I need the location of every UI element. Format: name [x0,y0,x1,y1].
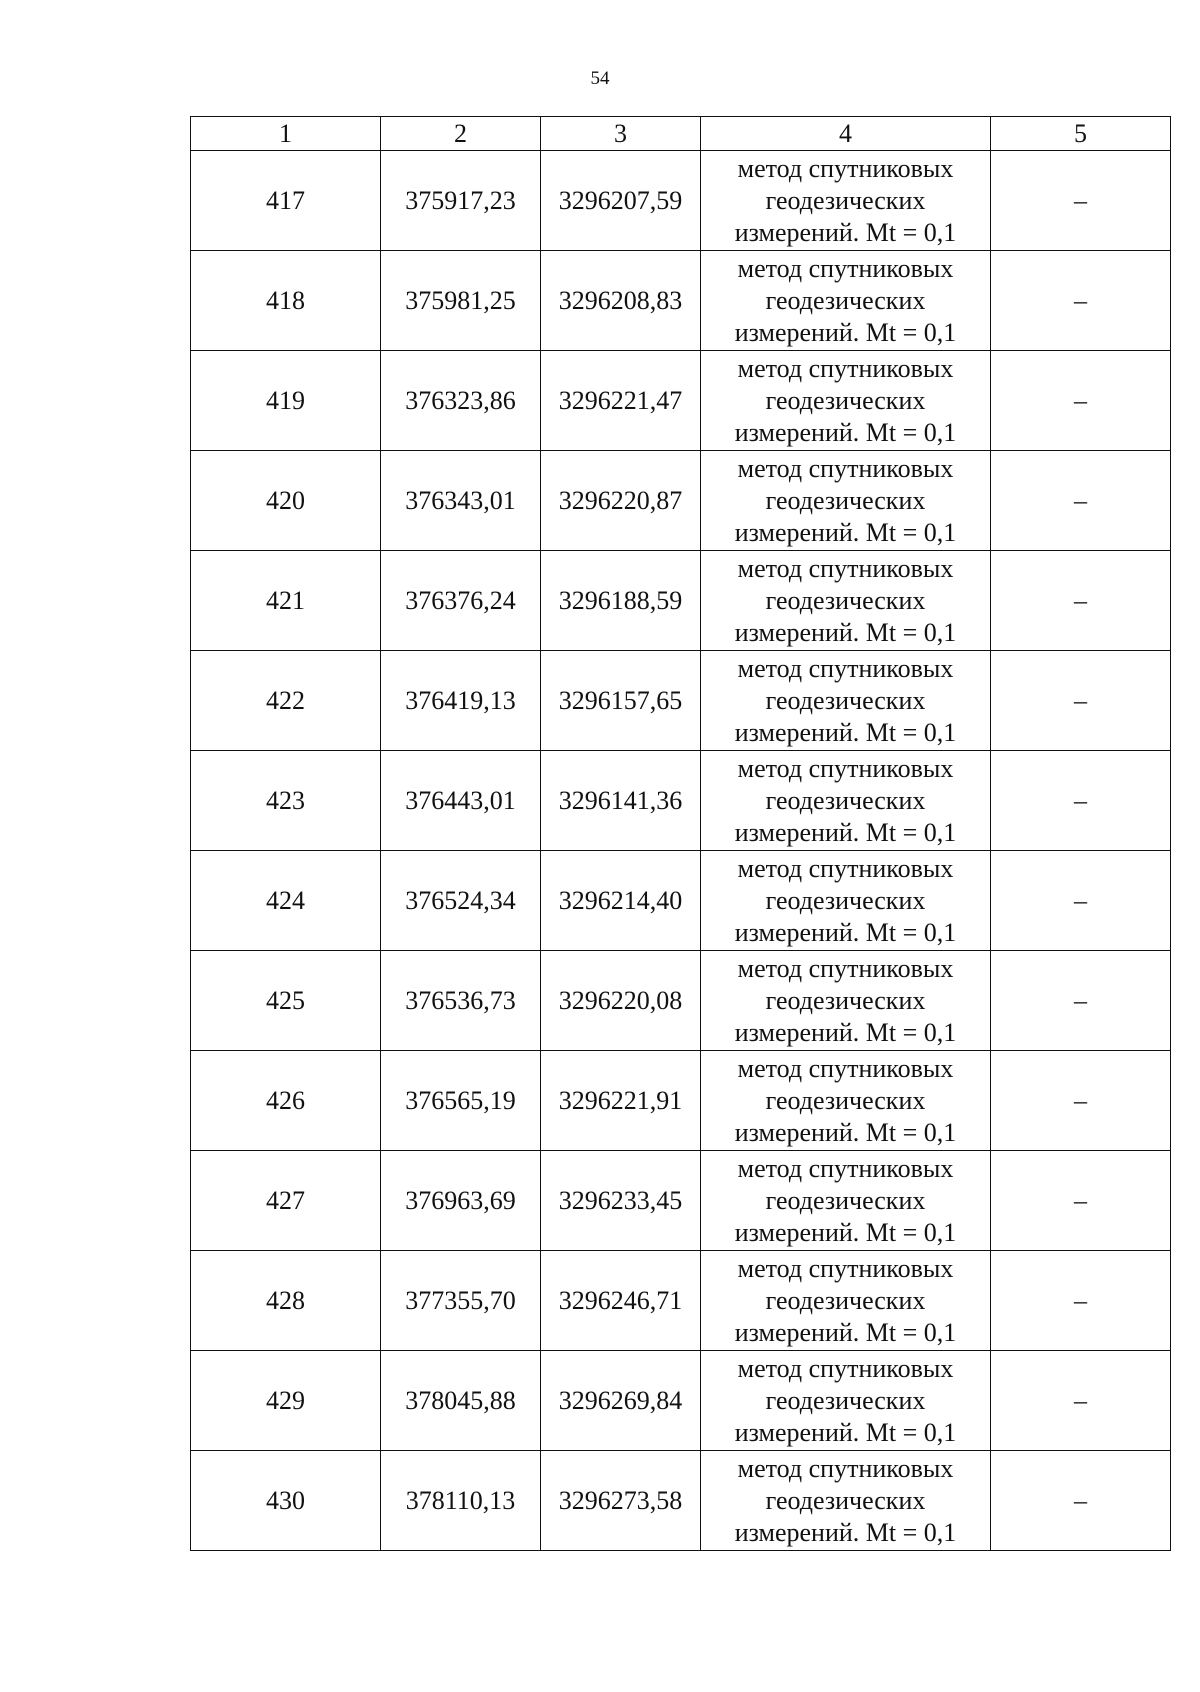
note-cell: – [991,1351,1171,1451]
note-cell: – [991,851,1171,951]
method-cell [701,151,991,251]
method-text-line: метод спутниковых [737,753,954,783]
method-text-line: геодезических [765,1485,926,1515]
note-cell: – [991,651,1171,751]
method-text-line: геодезических [765,1085,926,1115]
y-coordinate-cell: 3296233,45 [541,1151,701,1251]
method-cell [701,1151,991,1251]
method-text-line: измерений. Mt = 0,1 [734,517,957,547]
method-text-line: измерений. Mt = 0,1 [734,817,957,847]
note-cell: – [991,1451,1171,1551]
method-text-line: геодезических [765,1185,926,1215]
y-coordinate-cell: 3296207,59 [541,151,701,251]
table-row [191,1151,1171,1251]
table-row [191,151,1171,251]
method-text-line: измерений. Mt = 0,1 [734,617,957,647]
y-coordinate-cell: 3296208,83 [541,251,701,351]
x-coordinate-cell: 376524,34 [381,851,541,951]
method-text-line: метод спутниковых [737,453,954,483]
x-coordinate-cell: 376323,86 [381,351,541,451]
method-cell [701,1251,991,1351]
method-text-line: измерений. Mt = 0,1 [734,1117,957,1147]
point-number-cell: 419 [191,351,381,451]
method-cell [701,1351,991,1451]
y-coordinate-cell: 3296221,47 [541,351,701,451]
method-cell [701,551,991,651]
table-row [191,751,1171,851]
y-coordinate-cell: 3296220,87 [541,451,701,551]
x-coordinate-cell: 378045,88 [381,1351,541,1451]
method-text-line: геодезических [765,785,926,815]
point-number-cell: 429 [191,1351,381,1451]
method-text-line: метод спутниковых [737,1253,954,1283]
x-coordinate-cell: 376963,69 [381,1151,541,1251]
page-number: 54 [590,68,610,89]
x-coordinate-cell: 378110,13 [381,1451,541,1551]
method-text-line: метод спутниковых [737,553,954,583]
method-text-line: измерений. Mt = 0,1 [734,217,957,247]
method-text-line: геодезических [765,585,926,615]
method-text-line: геодезических [765,1285,926,1315]
table-row [191,1251,1171,1351]
x-coordinate-cell: 376376,24 [381,551,541,651]
method-text-line: геодезических [765,685,926,715]
method-text-line: измерений. Mt = 0,1 [734,917,957,947]
y-coordinate-cell: 3296188,59 [541,551,701,651]
point-number-cell: 422 [191,651,381,751]
method-text-line: измерений. Mt = 0,1 [734,717,957,747]
method-text-line: метод спутниковых [737,1153,954,1183]
point-number-cell: 427 [191,1151,381,1251]
note-cell: – [991,1251,1171,1351]
method-text-line: метод спутниковых [737,853,954,883]
method-text-line: метод спутниковых [737,253,954,283]
point-number-cell: 428 [191,1251,381,1351]
method-cell [701,651,991,751]
method-text-line: метод спутниковых [737,353,954,383]
table-row [191,951,1171,1051]
x-coordinate-cell: 375917,23 [381,151,541,251]
table-header-row [191,117,1171,151]
point-number-cell: 424 [191,851,381,951]
table-row [191,1351,1171,1451]
method-text-line: измерений. Mt = 0,1 [734,317,957,347]
table-row [191,351,1171,451]
table-row [191,451,1171,551]
y-coordinate-cell: 3296220,08 [541,951,701,1051]
method-cell [701,851,991,951]
method-cell [701,251,991,351]
method-text-line: измерений. Mt = 0,1 [734,1317,957,1347]
y-coordinate-cell: 3296221,91 [541,1051,701,1151]
x-coordinate-cell: 376419,13 [381,651,541,751]
point-number-cell: 421 [191,551,381,651]
table-row [191,851,1171,951]
method-text-line: геодезических [765,885,926,915]
y-coordinate-cell: 3296246,71 [541,1251,701,1351]
header-col-4: 4 [701,117,991,151]
y-coordinate-cell: 3296214,40 [541,851,701,951]
method-text-line: измерений. Mt = 0,1 [734,417,957,447]
method-text-line: геодезических [765,1385,926,1415]
method-text-line: метод спутниковых [737,953,954,983]
x-coordinate-cell: 375981,25 [381,251,541,351]
note-cell: – [991,151,1171,251]
point-number-cell: 425 [191,951,381,1051]
point-number-cell: 426 [191,1051,381,1151]
table-body [191,151,1171,1551]
method-text-line: метод спутниковых [737,1453,954,1483]
method-text-line: метод спутниковых [737,153,954,183]
method-text-line: метод спутниковых [737,1053,954,1083]
header-col-3: 3 [541,117,701,151]
method-text-line: измерений. Mt = 0,1 [734,1217,957,1247]
y-coordinate-cell: 3296141,36 [541,751,701,851]
y-coordinate-cell: 3296157,65 [541,651,701,751]
method-cell [701,951,991,1051]
point-number-cell: 418 [191,251,381,351]
header-col-1: 1 [191,117,381,151]
method-text-line: геодезических [765,385,926,415]
y-coordinate-cell: 3296269,84 [541,1351,701,1451]
header-col-5: 5 [991,117,1171,151]
table-row [191,1051,1171,1151]
method-text-line: геодезических [765,285,926,315]
note-cell: – [991,551,1171,651]
table-row [191,1451,1171,1551]
note-cell: – [991,751,1171,851]
method-cell [701,351,991,451]
method-text-line: геодезических [765,985,926,1015]
method-text-line: метод спутниковых [737,653,954,683]
method-cell [701,1051,991,1151]
x-coordinate-cell: 376536,73 [381,951,541,1051]
x-coordinate-cell: 376565,19 [381,1051,541,1151]
note-cell: – [991,1051,1171,1151]
note-cell: – [991,1151,1171,1251]
method-text-line: геодезических [765,185,926,215]
note-cell: – [991,251,1171,351]
method-text-line: измерений. Mt = 0,1 [734,1517,957,1547]
header-col-2: 2 [381,117,541,151]
x-coordinate-cell: 377355,70 [381,1251,541,1351]
note-cell: – [991,451,1171,551]
method-cell [701,751,991,851]
coordinates-table-container [190,116,1170,1551]
point-number-cell: 423 [191,751,381,851]
method-text-line: измерений. Mt = 0,1 [734,1017,957,1047]
method-text-line: измерений. Mt = 0,1 [734,1417,957,1447]
method-text-line: геодезических [765,485,926,515]
y-coordinate-cell: 3296273,58 [541,1451,701,1551]
table-row [191,251,1171,351]
method-cell [701,1451,991,1551]
method-cell [701,451,991,551]
x-coordinate-cell: 376343,01 [381,451,541,551]
point-number-cell: 417 [191,151,381,251]
note-cell: – [991,951,1171,1051]
point-number-cell: 430 [191,1451,381,1551]
table-row [191,551,1171,651]
coordinates-table [190,116,1171,1551]
point-number-cell: 420 [191,451,381,551]
x-coordinate-cell: 376443,01 [381,751,541,851]
method-text-line: метод спутниковых [737,1353,954,1383]
note-cell: – [991,351,1171,451]
table-row [191,651,1171,751]
